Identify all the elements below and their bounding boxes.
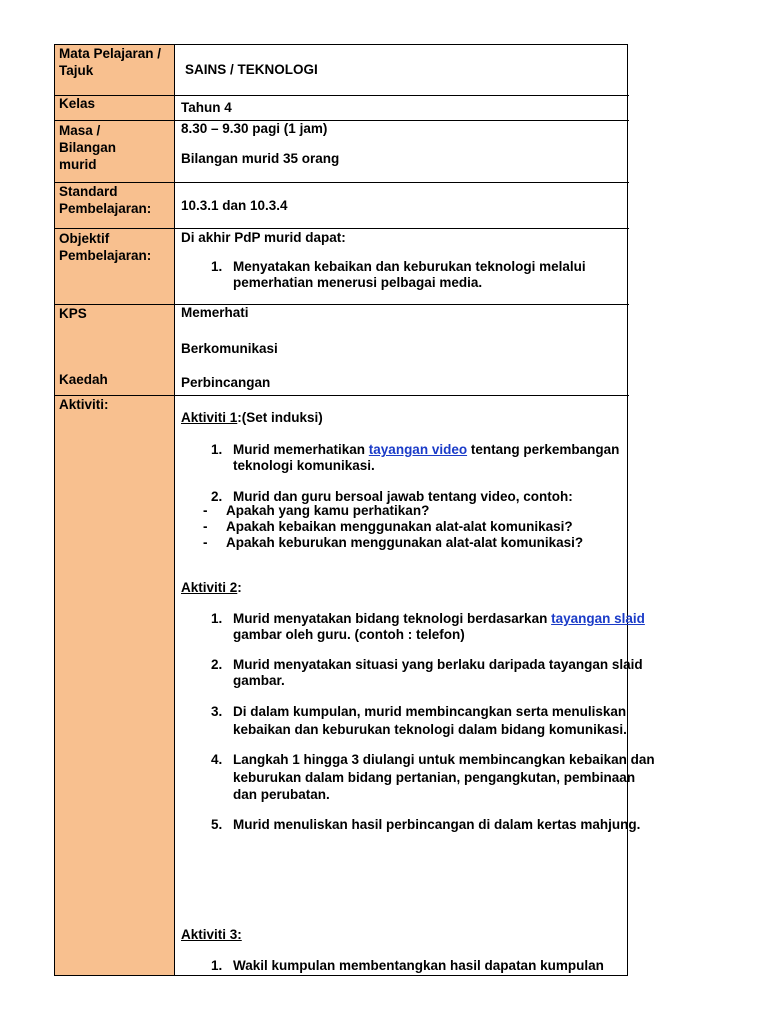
- activity1-questions: [181, 503, 621, 551]
- activity2-item: 3. Di dalam kumpulan, murid membincangkan serta menuliskan kebaikan dan keburukan teknologi dalam bidang komunikasi.: [226, 703, 656, 739]
- subject-value-cell: [175, 45, 629, 96]
- class-label-cell: [55, 96, 175, 121]
- kps-label-cell: [55, 305, 175, 396]
- objective-intro: Di akhir PdP murid dapat:: [181, 230, 346, 245]
- objective-item: 1. Menyatakan kebaikan dan keburukan teknologi melalui pemerhatian menerusi pelbagai media.: [226, 259, 656, 291]
- activity1-title-suffix: :(Set induksi): [237, 410, 323, 425]
- activity2-item1-text: Murid menyatakan bidang teknologi berdasarkan: [233, 611, 552, 626]
- activities-label: Aktiviti:: [59, 397, 109, 412]
- activity2-title: Aktiviti 2: [181, 580, 238, 595]
- objective-label: Objektif Pembelajaran:: [59, 231, 152, 263]
- time-label: Masa / Bilangan murid: [59, 123, 117, 172]
- standard-value-cell: [175, 183, 629, 229]
- activity1-item1-text: Murid memerhatikan: [233, 442, 369, 457]
- activity1-heading: [181, 410, 323, 426]
- activity2-title-suffix: :: [237, 580, 242, 595]
- subject-value: SAINS / TEKNOLOGI: [185, 62, 318, 77]
- kps-label: KPS: [59, 306, 87, 321]
- class-label: Kelas: [59, 96, 96, 111]
- video-link[interactable]: tayangan video: [368, 442, 468, 457]
- kps-skill-communicate: Berkomunikasi: [181, 341, 278, 356]
- objective-list: [181, 259, 656, 291]
- time-label-cell: [55, 121, 175, 183]
- time-value: 8.30 – 9.30 pagi (1 jam): [181, 121, 328, 136]
- objective-label-cell: [55, 229, 175, 305]
- activity3-title: Aktiviti 3:: [181, 927, 242, 942]
- kps-value-cell: [175, 305, 629, 396]
- method-label: Kaedah: [59, 372, 108, 387]
- activity2-item1-text-end: gambar oleh guru. (contoh : telefon): [233, 627, 465, 642]
- activity1-item: [226, 442, 656, 474]
- activity2-heading: [181, 580, 242, 596]
- lesson-plan-table: [54, 44, 655, 976]
- subject-label-cell: [55, 45, 175, 96]
- standard-label-cell: [55, 183, 175, 229]
- standard-label: Standard Pembelajaran:: [59, 184, 152, 216]
- activity1-item: 2. Murid dan guru bersoal jawab tentang video, contoh:: [226, 489, 656, 505]
- question-item: - Apakah kebaikan menggunakan alat-alat komunikasi?: [181, 519, 621, 535]
- objective-value-cell: [175, 229, 629, 305]
- activity1-item1-text-end: tentang perkembangan teknologi komunikasi.: [233, 442, 620, 473]
- activity1-title: Aktiviti 1: [181, 410, 238, 425]
- activity2-item: [226, 611, 656, 643]
- question-item: - Apakah keburukan menggunakan alat-alat komunikasi?: [181, 535, 621, 551]
- method-value: Perbincangan: [181, 375, 271, 390]
- class-value-cell: [175, 96, 629, 121]
- activity3-list: [181, 958, 666, 974]
- subject-label: Mata Pelajaran / Tajuk: [59, 46, 162, 78]
- time-value-cell: [175, 121, 629, 183]
- activities-cell: [175, 396, 655, 975]
- activity2-item: 2. Murid menyatakan situasi yang berlaku daripada tayangan slaid gambar.: [226, 657, 656, 689]
- activities-label-cell: [55, 396, 175, 975]
- slide-link[interactable]: tayangan slaid: [551, 611, 645, 626]
- activity3-item: 1. Wakil kumpulan membentangkan hasil dapatan kumpulan: [226, 958, 666, 974]
- students-value: Bilangan murid 35 orang: [181, 151, 340, 166]
- activity1-list: [181, 442, 656, 505]
- question-item: - Apakah yang kamu perhatikan?: [181, 503, 621, 519]
- standard-value: 10.3.1 dan 10.3.4: [181, 198, 288, 213]
- class-value: Tahun 4: [181, 100, 232, 115]
- kps-skill-observe: Memerhati: [181, 305, 249, 320]
- activity2-item: 4. Langkah 1 hingga 3 diulangi untuk membincangkan kebaikan dan keburukan dalam bidang pertanian, pengangkutan, pembinaan dan perubatan.: [226, 751, 656, 804]
- activity2-list: [181, 611, 656, 833]
- activity2-item: 5. Murid menuliskan hasil perbincangan di dalam kertas mahjung.: [226, 816, 656, 834]
